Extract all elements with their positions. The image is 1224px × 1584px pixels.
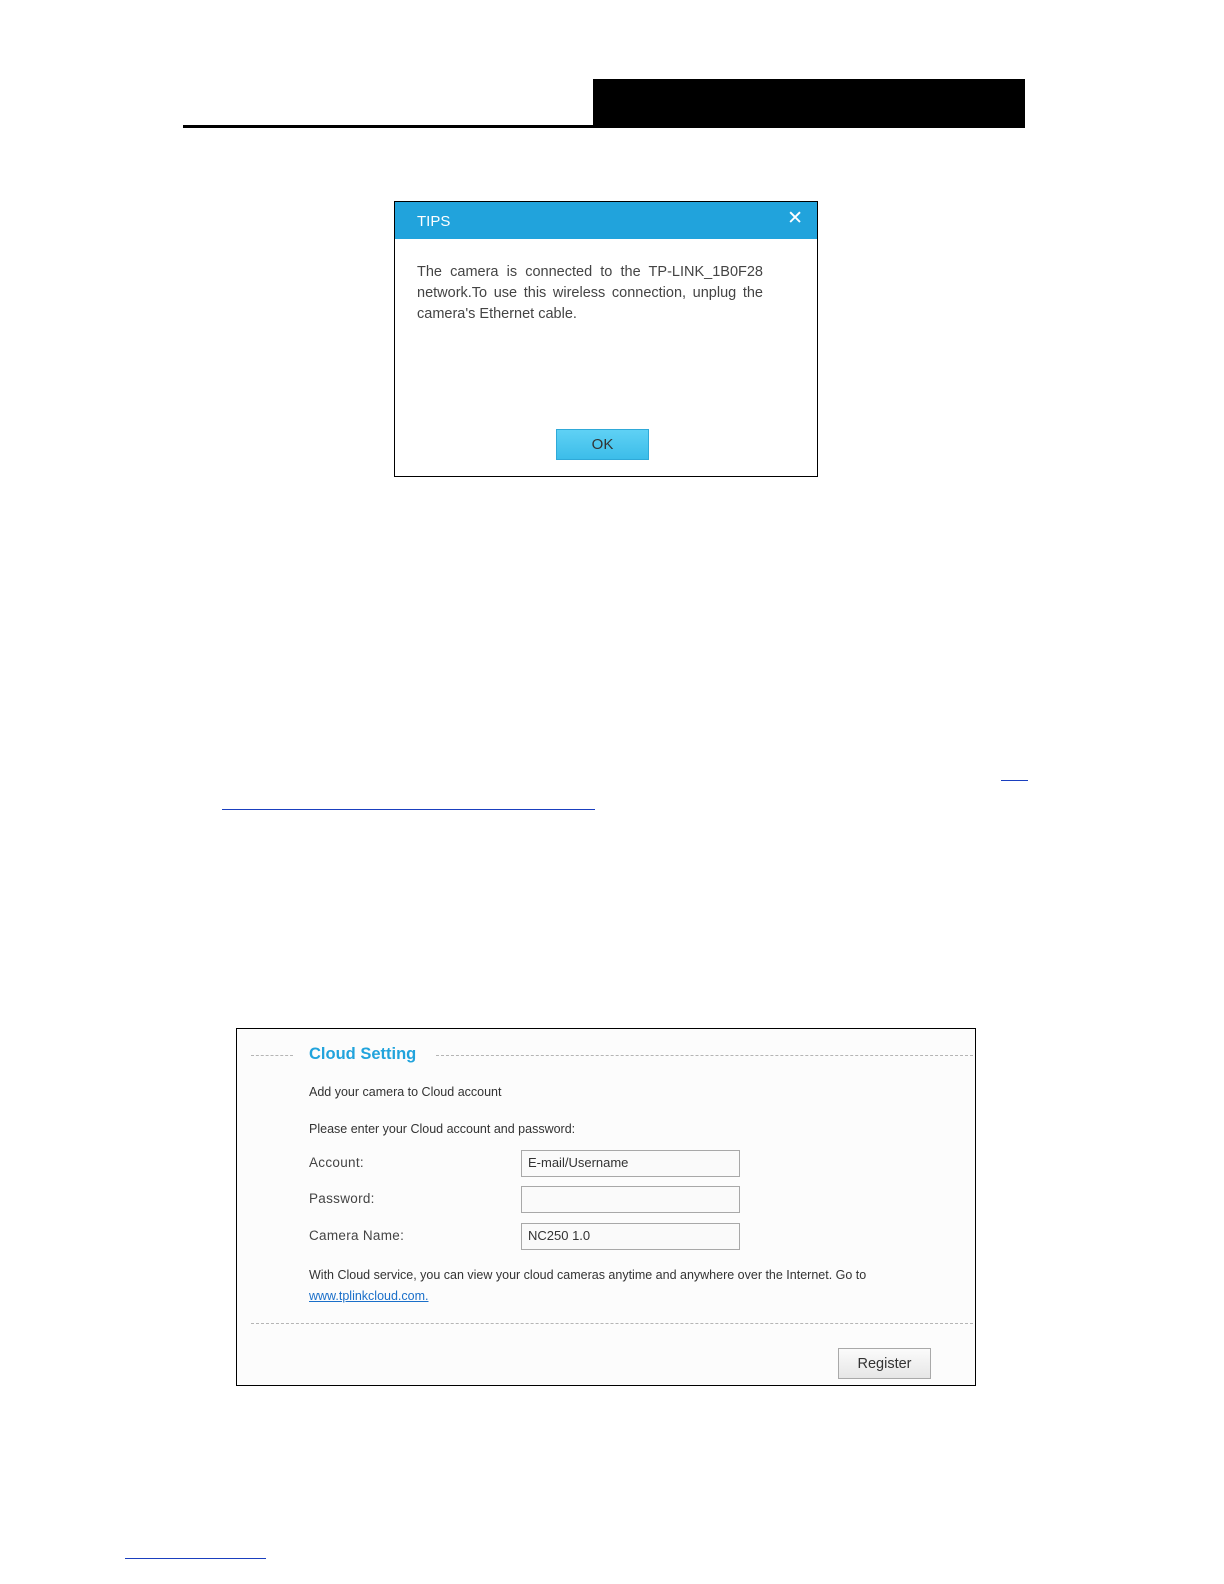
section-divider: [436, 1055, 973, 1056]
password-field[interactable]: [521, 1186, 740, 1213]
close-icon[interactable]: ✕: [787, 207, 803, 229]
footnote-link-underline[interactable]: [125, 1558, 266, 1559]
section-divider: [251, 1055, 293, 1056]
camera-name-field[interactable]: NC250 1.0: [521, 1223, 740, 1250]
link-underline-fragment[interactable]: [1001, 780, 1028, 781]
account-field[interactable]: E-mail/Username: [521, 1150, 740, 1177]
register-button[interactable]: Register: [838, 1348, 931, 1379]
password-label: Password:: [309, 1191, 375, 1206]
ok-button[interactable]: OK: [556, 429, 649, 460]
tips-titlebar: [395, 202, 817, 239]
account-label: Account:: [309, 1155, 364, 1170]
page-header-block: [593, 79, 1025, 127]
page-header-rule: [183, 125, 1025, 128]
tplinkcloud-link[interactable]: www.tplinkcloud.com.: [309, 1289, 429, 1303]
tips-dialog: [394, 201, 818, 477]
cloud-prompt-text: Please enter your Cloud account and password:: [309, 1122, 576, 1136]
camera-name-label: Camera Name:: [309, 1228, 405, 1243]
tips-message: The camera is connected to the TP-LINK_1B0F28 network.To use this wireless connection, unplug the camera's Ethernet cable.: [417, 264, 763, 322]
link-underline[interactable]: [222, 809, 595, 810]
cloud-service-note: With Cloud service, you can view your cloud cameras anytime and anywhere over the Internet. Go to: [309, 1268, 867, 1282]
cloud-setting-title: Cloud Setting: [309, 1045, 417, 1063]
cloud-intro-text: Add your camera to Cloud account: [309, 1085, 502, 1099]
tips-title: TIPS: [417, 213, 451, 230]
cloud-setting-panel: [236, 1028, 976, 1386]
section-divider: [251, 1323, 973, 1324]
